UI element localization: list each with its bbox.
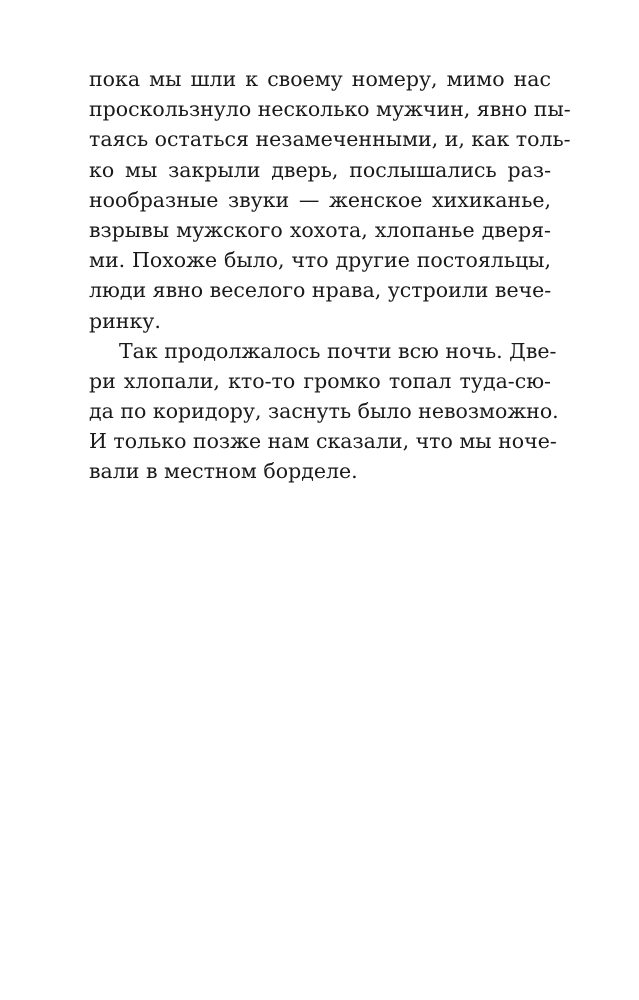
text-line: пока мы шли к своему номеру, мимо нас: [89, 67, 551, 91]
text-line: ри хлопали, кто-то громко топал туда-сю-: [89, 368, 551, 393]
body-text: [89, 64, 571, 487]
text-line: проскользнуло несколько мужчин, явно пы-: [89, 97, 571, 122]
text-line: вали в местном борделе.: [89, 459, 358, 484]
text-line: люди явно веселого нрава, устроили вече-: [89, 278, 552, 303]
paragraph-2: [89, 336, 559, 487]
text-line: таясь остаться незамеченными, и, как толь-: [89, 127, 571, 152]
text-line: ко мы закрыли дверь, послышались раз-: [89, 157, 551, 182]
paragraph-1: [89, 64, 571, 336]
text-line: И только позже нам сказали, что мы ноче-: [89, 429, 557, 454]
text-line: нообразные звуки — женское хихиканье,: [89, 187, 551, 212]
text-line: ринку.: [89, 308, 161, 333]
text-line: взрывы мужского хохота, хлопанье дверя-: [89, 217, 551, 242]
text-line: да по коридору, заснуть было невозможно.: [89, 399, 559, 424]
text-line: ми. Похоже было, что другие постояльцы,: [89, 248, 551, 273]
text-line: Так продолжалось почти всю ночь. Две-: [119, 338, 557, 363]
